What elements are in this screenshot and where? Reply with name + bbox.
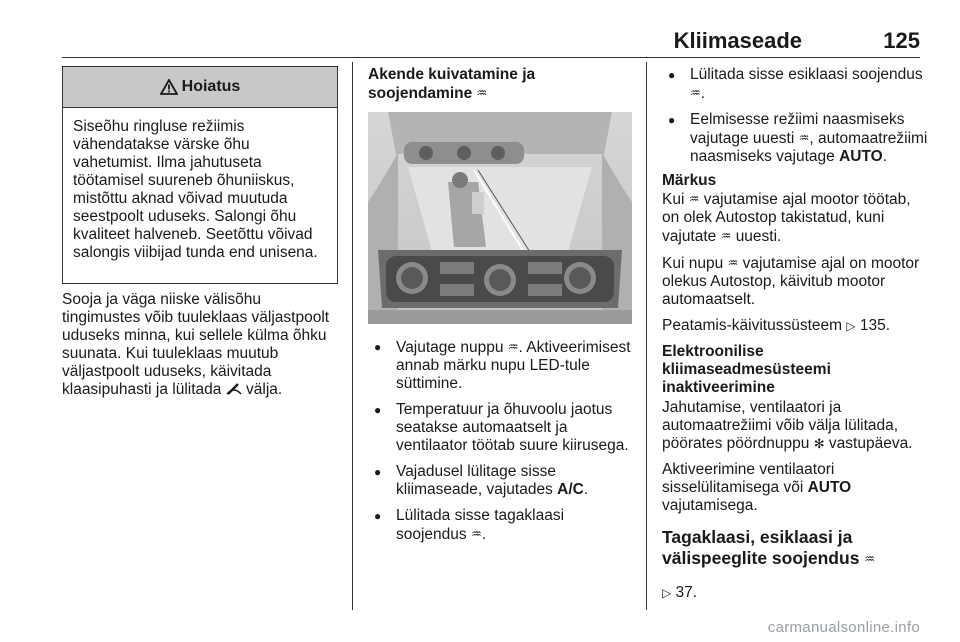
defog-steps [368, 338, 638, 544]
list-item [662, 66, 930, 103]
note-text: uuesti. [735, 228, 782, 245]
cross-reference[interactable] [662, 584, 930, 602]
section-heading-line2: välispeeglite soojendus [662, 548, 860, 568]
reference-text: Peatamis-käivitussüsteem [662, 317, 843, 334]
front-defrost-icon: ♒ [476, 86, 488, 100]
reference-arrow-icon: ▷ [846, 319, 856, 333]
chapter-title: Kliimaseade [673, 28, 802, 53]
reference-arrow-icon: ▷ [662, 586, 672, 600]
step-text: . [583, 481, 589, 498]
deactivation-heading: Elektroonilise kliimaseadmesüsteemi inaktiveerimine [662, 343, 831, 396]
right-column [662, 66, 930, 610]
defog-heading-line2: soojendamine [368, 85, 473, 102]
windscreen-wiper-icon [226, 382, 242, 396]
list-item [368, 507, 638, 544]
fan-icon: ✻ [813, 436, 825, 451]
reference-page: 37. [675, 584, 698, 601]
note-paragraph [662, 190, 930, 246]
step-text: Lülitada sisse esiklaasi soojendus [690, 66, 923, 83]
left-column [62, 291, 342, 407]
watermark: carmanualsonline.info [767, 619, 920, 636]
note-text: Kui nupu [662, 255, 724, 272]
ac-label: A/C [557, 481, 584, 498]
page-header [62, 28, 920, 54]
front-defrost-icon: ♒ [720, 229, 732, 243]
list-item [368, 463, 638, 499]
list-item [662, 111, 930, 166]
header-rule [62, 57, 920, 58]
front-defrost-icon: ♒ [507, 340, 519, 354]
warning-header [63, 67, 337, 108]
body-text: Aktiveerimine ventilaatori sisselülitamisega või [662, 461, 835, 496]
defog-heading [368, 66, 638, 103]
front-defrost-icon: ♒ [688, 192, 700, 206]
body-text: vajutamisega. [662, 497, 758, 514]
section-heading-line1: Tagaklaasi, esiklaasi ja [662, 527, 853, 547]
column-divider [646, 62, 647, 610]
step-text: . Aktiveerimisest annab märku nupu LED-tule süttimine. [396, 339, 631, 392]
note-title: Märkus [662, 172, 717, 189]
warning-triangle-icon [160, 79, 178, 95]
step-text: . [481, 526, 487, 543]
page-number: 125 [883, 28, 920, 53]
list-item [368, 338, 638, 393]
auto-label: AUTO [807, 479, 852, 496]
body-text: vastupäeva. [828, 435, 913, 452]
step-text: Eelmisesse režiimi naasmiseks vajutage uuesti [690, 111, 905, 147]
section-heading [662, 527, 930, 570]
step-text: Lülitada sisse tagaklaasi soojendus [396, 507, 565, 543]
note-paragraph [662, 254, 930, 309]
defog-heading-line1: Akende kuivatamine ja [368, 66, 536, 83]
rear-defrost-icon: ♒ [470, 527, 482, 541]
rear-defrost-icon: ♒ [864, 552, 876, 566]
front-defrost-icon: ♒ [690, 86, 701, 100]
fog-paragraph-end: välja. [246, 381, 283, 398]
defog-steps-continued [662, 66, 930, 166]
fog-paragraph [62, 291, 342, 399]
front-defrost-icon: ♒ [798, 131, 810, 145]
column-divider [352, 62, 353, 610]
climate-control-panel-photo [368, 112, 632, 324]
step-text: , automaatrežiimi naasmiseks vajutage [690, 130, 928, 165]
warning-box [62, 66, 338, 284]
note-text: vajutamise ajal on mootor olekus Autostop, käivitub mootor automaatselt. [662, 255, 920, 308]
activation-paragraph [662, 461, 930, 515]
step-text: Vajutage nuppu [396, 339, 504, 356]
warning-text: Siseõhu ringluse režiimis vähendatakse värske õhu vahetumist. Ilma jahutuseta töötamisel suureneb õhuniiskus, mistõttu aknad võivad muutuda seestpoolt uduseks. Salongi õhu kvaliteet halveneb. Seetõttu võivad salongis viibijad tunda end unisena. [73, 118, 318, 261]
note-text: vajutamise ajal mootor töötab, on olek Autostop takistatud, kuni vajutate [662, 191, 911, 245]
cross-reference[interactable] [662, 317, 930, 335]
list-item [368, 401, 638, 455]
middle-bullets [368, 338, 638, 552]
warning-title: Hoiatus [181, 78, 241, 95]
body-text: Jahutamise, ventilaatori ja automaatrežiimi võib välja lülitada, pöörates pöördnuppu [662, 399, 899, 452]
fog-paragraph-text: Sooja ja väga niiske välisõhu tingimustes võib tuuleklaas väljastpoolt uduseks minna, kui sellele külma õhku suunata. Kui tuuleklaas muutub väljastpoolt uduseks, käivitada klaasipuhasti ja lülitada [62, 291, 330, 398]
note-text: Kui [662, 191, 685, 208]
step-text: Vajadusel lülitage sisse kliimaseade, vajutades [396, 463, 556, 498]
auto-label: AUTO [839, 148, 883, 165]
middle-column [368, 66, 638, 103]
front-defrost-icon: ♒ [727, 256, 739, 270]
reference-page: 135. [859, 317, 891, 334]
step-text: Temperatuur ja õhuvoolu jaotus seatakse automaatselt ja ventilaator töötab suure kiirusega. [396, 401, 629, 454]
step-text: . [700, 85, 706, 102]
step-text: . [882, 148, 888, 165]
deactivation-paragraph [662, 399, 930, 453]
